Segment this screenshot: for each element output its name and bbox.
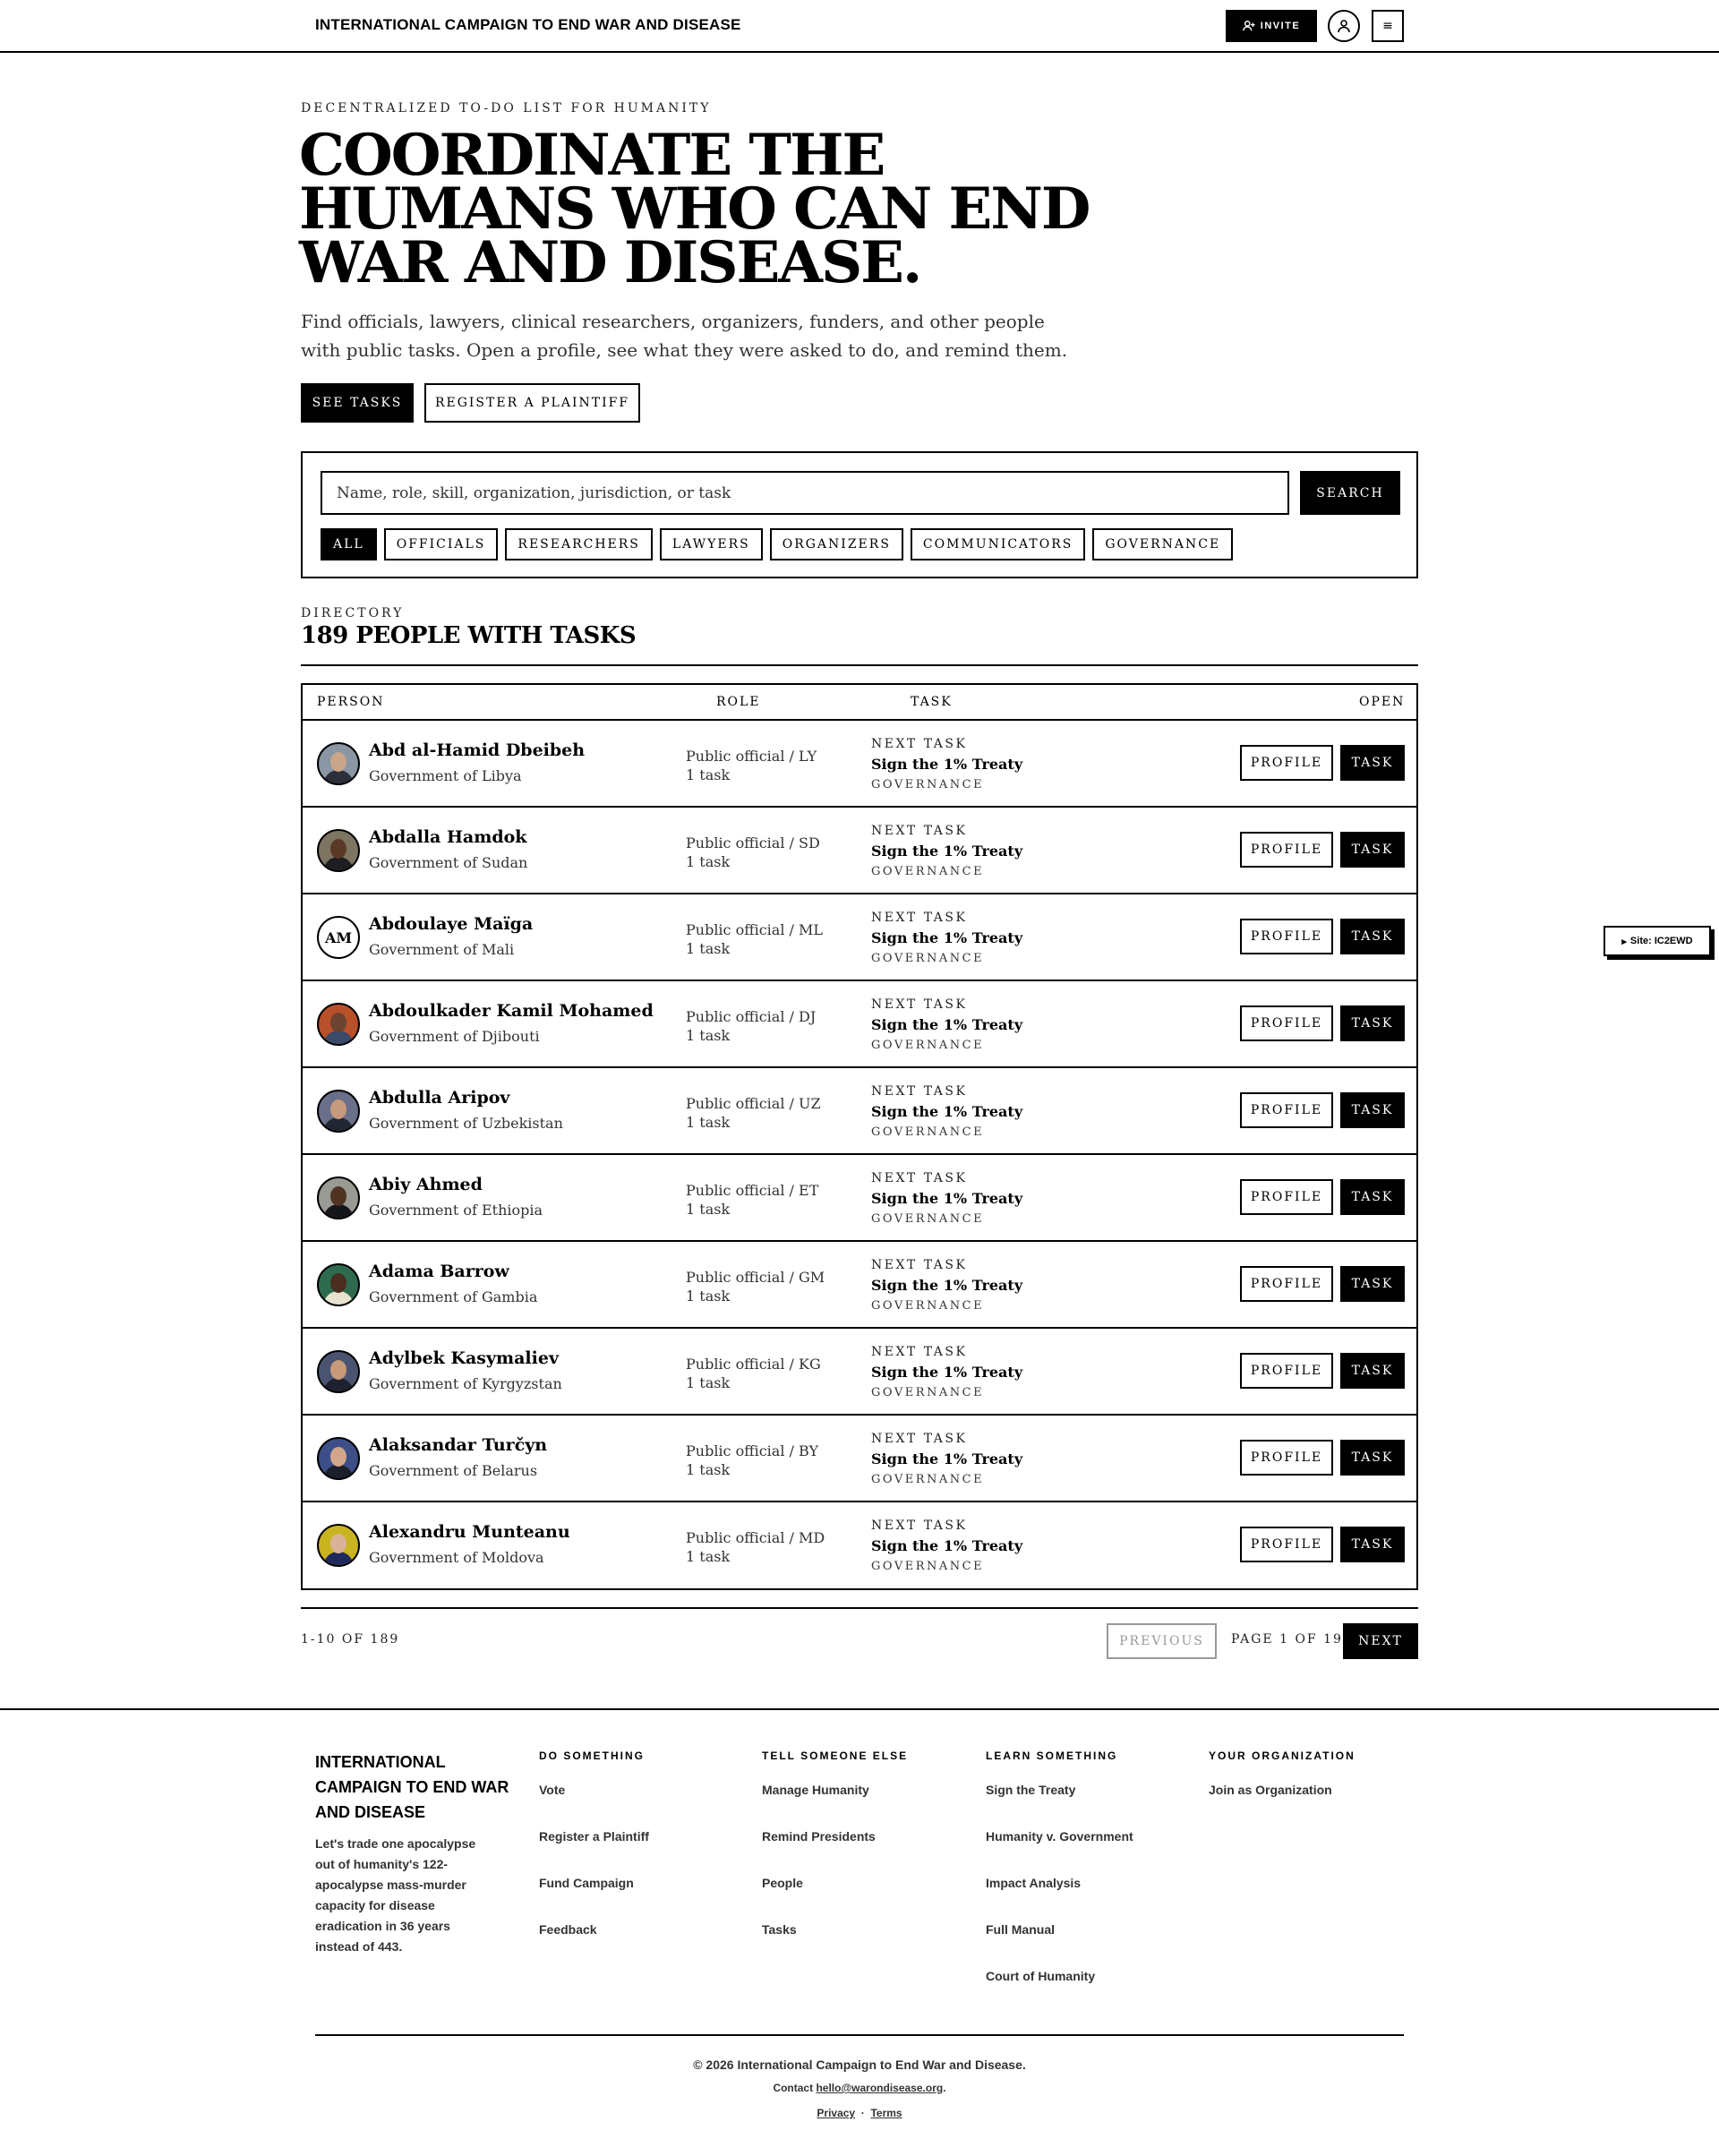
next-task-title: Sign the 1% Treaty bbox=[871, 1103, 1023, 1120]
filter-chips bbox=[321, 528, 1233, 560]
terms-link[interactable]: Terms bbox=[870, 2107, 902, 2119]
profile-button[interactable]: PROFILE bbox=[1240, 1440, 1333, 1476]
task-category: GOVERNANCE bbox=[871, 865, 985, 878]
person-name[interactable]: Abdoulaye Maïga bbox=[369, 914, 534, 934]
table-row bbox=[303, 894, 1416, 981]
footer-link[interactable]: Remind Presidents bbox=[762, 1829, 876, 1844]
page-indicator: PAGE 1 OF 19 bbox=[1231, 1632, 1343, 1647]
next-task-label: NEXT TASK bbox=[871, 1084, 968, 1099]
footer-column-heading: TELL SOMEONE ELSE bbox=[762, 1750, 909, 1762]
column-header-role: ROLE bbox=[716, 695, 761, 709]
person-role bbox=[686, 1528, 825, 1566]
site-tag-label: Site: IC2EWD bbox=[1629, 936, 1693, 946]
task-count: 1 task bbox=[686, 1548, 731, 1565]
next-task-label: NEXT TASK bbox=[871, 1258, 968, 1272]
copyright: © 2026 International Campaign to End War and Disease. bbox=[693, 2058, 1026, 2072]
footer-link[interactable]: Vote bbox=[539, 1783, 566, 1797]
play-icon: ▸ bbox=[1621, 936, 1627, 947]
profile-button[interactable]: PROFILE bbox=[1240, 832, 1333, 868]
person-organization: Government of Ethiopia bbox=[369, 1202, 543, 1219]
role-text: Public official / MD bbox=[686, 1529, 825, 1546]
contact-prefix: Contact bbox=[773, 2082, 814, 2094]
footer-column bbox=[539, 1750, 649, 1968]
task-count: 1 task bbox=[686, 853, 731, 870]
filter-chip-lawyers[interactable]: LAWYERS bbox=[660, 528, 763, 560]
hero-eyebrow: DECENTRALIZED TO-DO LIST FOR HUMANITY bbox=[301, 101, 712, 116]
profile-button[interactable]: PROFILE bbox=[1240, 1092, 1333, 1128]
add-user-icon bbox=[1243, 20, 1255, 32]
table-row bbox=[303, 1329, 1416, 1416]
site-tag-button[interactable] bbox=[1604, 926, 1711, 956]
person-name[interactable]: Abdulla Aripov bbox=[369, 1088, 510, 1108]
footer-link[interactable]: Feedback bbox=[539, 1922, 597, 1937]
next-task-label: NEXT TASK bbox=[871, 737, 968, 751]
table-header bbox=[303, 685, 1416, 721]
profile-button[interactable]: PROFILE bbox=[1240, 1353, 1333, 1389]
column-header-task: TASK bbox=[911, 695, 953, 709]
search-button[interactable]: SEARCH bbox=[1300, 471, 1400, 515]
footer-column bbox=[762, 1750, 908, 1968]
hamburger-icon: ≡ bbox=[1382, 19, 1393, 33]
role-text: Public official / ET bbox=[686, 1182, 819, 1199]
next-task-title: Sign the 1% Treaty bbox=[871, 1016, 1023, 1033]
person-organization: Government of Libya bbox=[369, 767, 522, 784]
next-task-label: NEXT TASK bbox=[871, 1432, 968, 1446]
task-count: 1 task bbox=[686, 1288, 731, 1305]
table-row bbox=[303, 1155, 1416, 1242]
account-button[interactable] bbox=[1328, 10, 1360, 42]
table-row bbox=[303, 1068, 1416, 1155]
filter-chip-organizers[interactable]: ORGANIZERS bbox=[770, 528, 903, 560]
footer-link[interactable]: Humanity v. Government bbox=[986, 1829, 1133, 1844]
table-row bbox=[303, 1242, 1416, 1329]
person-name[interactable]: Abiy Ahmed bbox=[369, 1175, 483, 1194]
person-role bbox=[686, 1442, 818, 1479]
see-tasks-button[interactable]: SEE TASKS bbox=[301, 383, 414, 423]
next-task-title: Sign the 1% Treaty bbox=[871, 1537, 1023, 1554]
table-row bbox=[303, 1416, 1416, 1502]
task-button[interactable]: TASK bbox=[1340, 1440, 1405, 1476]
task-category: GOVERNANCE bbox=[871, 778, 985, 791]
profile-button[interactable]: PROFILE bbox=[1240, 1179, 1333, 1215]
footer-column bbox=[1209, 1750, 1356, 1828]
footer-column-heading: YOUR ORGANIZATION bbox=[1209, 1750, 1356, 1762]
brand-logo-text[interactable]: INTERNATIONAL CAMPAIGN TO END WAR AND DISEASE bbox=[315, 16, 741, 33]
task-button[interactable]: TASK bbox=[1340, 1179, 1405, 1215]
result-range: 1-10 OF 189 bbox=[301, 1632, 400, 1647]
footer-column bbox=[986, 1750, 1133, 2015]
table-row bbox=[303, 1502, 1416, 1588]
contact-line: Contact hello@warondisease.org. bbox=[773, 2082, 946, 2094]
profile-button[interactable]: PROFILE bbox=[1240, 1527, 1333, 1562]
footer-link[interactable]: Sign the Treaty bbox=[986, 1783, 1076, 1797]
person-organization: Government of Mali bbox=[369, 941, 515, 958]
task-category: GOVERNANCE bbox=[871, 1212, 985, 1226]
user-icon bbox=[1337, 19, 1351, 33]
person-role bbox=[686, 1268, 825, 1305]
hero-subtitle: Find officials, lawyers, clinical researchers, organizers, funders, and other people with public tasks. Open a profile, see what they were asked to do, and remind them. bbox=[301, 311, 1068, 361]
profile-button[interactable]: PROFILE bbox=[1240, 1266, 1333, 1302]
contact-email-link[interactable]: hello@warondisease.org bbox=[816, 2082, 944, 2094]
task-count: 1 task bbox=[686, 1374, 731, 1391]
avatar bbox=[317, 1350, 360, 1393]
avatar bbox=[317, 1003, 360, 1046]
role-text: Public official / LY bbox=[686, 748, 817, 765]
person-name[interactable]: Alaksandar Turčyn bbox=[369, 1435, 548, 1455]
table-row bbox=[303, 721, 1416, 808]
menu-button[interactable] bbox=[1372, 10, 1404, 42]
profile-button[interactable]: PROFILE bbox=[1240, 1005, 1333, 1041]
column-header-person: PERSON bbox=[317, 695, 385, 709]
person-name[interactable]: Abdalla Hamdok bbox=[369, 827, 527, 847]
profile-button[interactable]: PROFILE bbox=[1240, 745, 1333, 781]
search-panel bbox=[301, 451, 1418, 578]
footer-link[interactable]: Impact Analysis bbox=[986, 1876, 1082, 1890]
role-text: Public official / ML bbox=[686, 921, 824, 938]
task-button[interactable]: TASK bbox=[1340, 832, 1405, 868]
search-input[interactable] bbox=[321, 471, 1289, 515]
next-task-label: NEXT TASK bbox=[871, 1171, 968, 1185]
task-count: 1 task bbox=[686, 940, 731, 957]
filter-chip-researchers[interactable]: RESEARCHERS bbox=[505, 528, 653, 560]
previous-page-button[interactable]: PREVIOUS bbox=[1107, 1623, 1217, 1659]
privacy-link[interactable]: Privacy bbox=[817, 2107, 856, 2119]
separator: · bbox=[860, 2107, 865, 2119]
role-text: Public official / KG bbox=[686, 1356, 821, 1373]
footer-link[interactable]: Manage Humanity bbox=[762, 1783, 869, 1797]
divider bbox=[315, 2034, 1404, 2036]
hero-title: COORDINATE THE HUMANS WHO CAN END WAR AND DISEASE. bbox=[299, 122, 1090, 296]
footer-column-heading: LEARN SOMETHING bbox=[986, 1750, 1118, 1762]
task-category: GOVERNANCE bbox=[871, 1473, 985, 1486]
person-organization: Government of Kyrgyzstan bbox=[369, 1375, 562, 1392]
footer-link[interactable]: Join as Organization bbox=[1209, 1783, 1332, 1797]
avatar bbox=[317, 829, 360, 872]
next-task-label: NEXT TASK bbox=[871, 824, 968, 838]
invite-label: INVITE bbox=[1260, 21, 1301, 31]
invite-button[interactable] bbox=[1226, 10, 1317, 42]
person-name[interactable]: Alexandru Munteanu bbox=[369, 1522, 570, 1542]
task-count: 1 task bbox=[686, 1027, 731, 1044]
next-task-title: Sign the 1% Treaty bbox=[871, 1364, 1023, 1381]
footer-brand: INTERNATIONAL CAMPAIGN TO END WAR AND DISEASE bbox=[315, 1753, 509, 1821]
person-role bbox=[686, 747, 817, 784]
person-organization: Government of Djibouti bbox=[369, 1028, 540, 1045]
avatar bbox=[317, 916, 360, 959]
person-organization: Government of Uzbekistan bbox=[369, 1115, 563, 1132]
role-text: Public official / BY bbox=[686, 1442, 819, 1459]
footer-link[interactable]: Fund Campaign bbox=[539, 1876, 634, 1890]
task-count: 1 task bbox=[686, 1461, 731, 1478]
task-category: GOVERNANCE bbox=[871, 1299, 985, 1313]
task-category: GOVERNANCE bbox=[871, 1125, 985, 1139]
table-row bbox=[303, 808, 1416, 894]
person-organization: Government of Sudan bbox=[369, 854, 528, 871]
footer-link[interactable]: Full Manual bbox=[986, 1922, 1055, 1937]
avatar bbox=[317, 1176, 360, 1219]
directory-eyebrow: DIRECTORY bbox=[301, 606, 405, 620]
person-organization: Government of Gambia bbox=[369, 1288, 538, 1305]
task-count: 1 task bbox=[686, 1114, 731, 1131]
avatar bbox=[317, 1090, 360, 1133]
next-task-title: Sign the 1% Treaty bbox=[871, 843, 1023, 860]
role-text: Public official / UZ bbox=[686, 1095, 821, 1112]
next-task-label: NEXT TASK bbox=[871, 911, 968, 925]
footer-link[interactable]: Register a Plaintiff bbox=[539, 1829, 649, 1844]
next-task-title: Sign the 1% Treaty bbox=[871, 756, 1023, 773]
filter-chip-governance[interactable]: GOVERNANCE bbox=[1092, 528, 1233, 560]
next-task-title: Sign the 1% Treaty bbox=[871, 929, 1023, 946]
task-button[interactable]: TASK bbox=[1340, 745, 1405, 781]
next-task-label: NEXT TASK bbox=[871, 1519, 968, 1533]
next-task-label: NEXT TASK bbox=[871, 1345, 968, 1359]
next-task-title: Sign the 1% Treaty bbox=[871, 1277, 1023, 1294]
footer-link[interactable]: People bbox=[762, 1876, 803, 1890]
avatar-initials: AM bbox=[324, 928, 353, 946]
next-task-title: Sign the 1% Treaty bbox=[871, 1450, 1023, 1467]
avatar bbox=[317, 742, 360, 785]
footer bbox=[0, 1708, 1719, 2156]
person-name[interactable]: Abd al-Hamid Dbeibeh bbox=[369, 740, 586, 760]
task-category: GOVERNANCE bbox=[871, 1560, 985, 1573]
task-category: GOVERNANCE bbox=[871, 1386, 985, 1399]
role-text: Public official / SD bbox=[686, 834, 820, 851]
role-text: Public official / DJ bbox=[686, 1008, 817, 1025]
legal-links bbox=[0, 2107, 1719, 2119]
register-plaintiff-button[interactable]: REGISTER A PLAINTIFF bbox=[424, 383, 640, 423]
avatar bbox=[317, 1437, 360, 1480]
filter-chip-communicators[interactable]: COMMUNICATORS bbox=[911, 528, 1085, 560]
person-role bbox=[686, 1007, 816, 1045]
directory-title: 189 PEOPLE WITH TASKS bbox=[301, 622, 637, 649]
task-count: 1 task bbox=[686, 1201, 731, 1218]
task-count: 1 task bbox=[686, 766, 731, 783]
role-text: Public official / GM bbox=[686, 1269, 825, 1286]
divider bbox=[301, 664, 1418, 666]
footer-column-heading: DO SOMETHING bbox=[539, 1750, 646, 1762]
person-role bbox=[686, 1094, 821, 1132]
person-organization: Government of Moldova bbox=[369, 1549, 544, 1566]
next-task-label: NEXT TASK bbox=[871, 997, 968, 1012]
task-category: GOVERNANCE bbox=[871, 952, 985, 965]
next-task-title: Sign the 1% Treaty bbox=[871, 1190, 1023, 1207]
person-name[interactable]: Abdoulkader Kamil Mohamed bbox=[369, 1001, 654, 1021]
divider bbox=[301, 1607, 1418, 1609]
task-button[interactable]: TASK bbox=[1340, 1005, 1405, 1041]
person-role bbox=[686, 920, 823, 958]
task-category: GOVERNANCE bbox=[871, 1039, 985, 1052]
top-navbar bbox=[0, 0, 1719, 53]
filter-chip-all[interactable]: ALL bbox=[321, 528, 377, 560]
task-button[interactable]: TASK bbox=[1340, 1527, 1405, 1562]
filter-chip-officials[interactable]: OFFICIALS bbox=[384, 528, 499, 560]
avatar bbox=[317, 1263, 360, 1306]
person-role bbox=[686, 834, 820, 871]
person-organization: Government of Belarus bbox=[369, 1462, 538, 1479]
footer-link[interactable]: Tasks bbox=[762, 1922, 797, 1937]
footer-tagline: Let's trade one apocalypse out of humanity's 122-apocalypse mass-murder capacity for disease eradication in 36 years instead of 443. bbox=[315, 1836, 476, 1954]
footer-link[interactable]: Court of Humanity bbox=[986, 1969, 1096, 1983]
column-header-open: OPEN bbox=[1359, 695, 1406, 709]
task-button[interactable]: TASK bbox=[1340, 1353, 1405, 1389]
person-role bbox=[686, 1181, 818, 1219]
task-button[interactable]: TASK bbox=[1340, 1092, 1405, 1128]
profile-button[interactable]: PROFILE bbox=[1240, 919, 1333, 954]
table-body bbox=[303, 721, 1416, 1588]
person-name[interactable]: Adylbek Kasymaliev bbox=[369, 1348, 559, 1368]
person-name[interactable]: Adama Barrow bbox=[369, 1262, 509, 1281]
task-button[interactable]: TASK bbox=[1340, 1266, 1405, 1302]
avatar bbox=[317, 1524, 360, 1567]
people-table bbox=[301, 683, 1418, 1590]
task-button[interactable]: TASK bbox=[1340, 919, 1405, 954]
table-row bbox=[303, 981, 1416, 1068]
person-role bbox=[686, 1355, 821, 1392]
next-page-button[interactable]: NEXT bbox=[1343, 1623, 1418, 1659]
